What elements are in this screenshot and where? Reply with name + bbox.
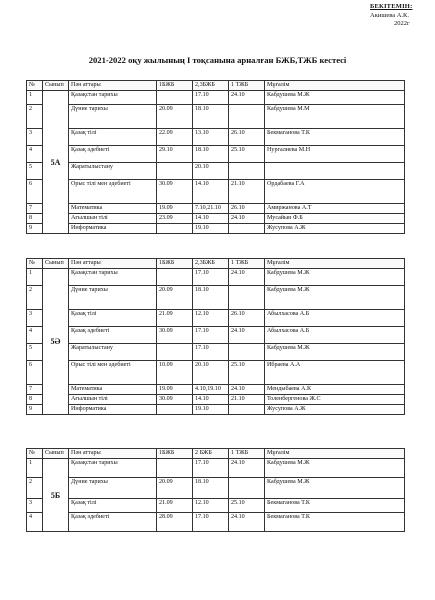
cell-b1 <box>157 459 193 478</box>
cell-t1: 26.10 <box>229 204 265 214</box>
cell-n: 5 <box>27 163 43 180</box>
table-row <box>27 146 405 163</box>
cell-b1: 30.09 <box>157 180 193 204</box>
cell-b1 <box>157 269 193 286</box>
cell-t1: 25.10 <box>229 499 265 513</box>
cell-subject: Математика <box>69 204 157 214</box>
cell-n: 9 <box>27 224 43 234</box>
cell-t1: 21.10 <box>229 395 265 405</box>
cell-subject: Қазақстан тарихы <box>69 269 157 286</box>
cell-n: 5 <box>27 344 43 361</box>
cell-teacher: Нургалиева М.Н <box>265 146 405 163</box>
cell-subject: Қазақ әдебиеті <box>69 513 157 532</box>
cell-t1: 24.10 <box>229 269 265 286</box>
cell-t1 <box>229 344 265 361</box>
cell-b1: 29.10 <box>157 146 193 163</box>
cell-n: 4 <box>27 513 43 532</box>
cell-b23: 17.10 <box>193 327 229 344</box>
cell-b1 <box>157 91 193 105</box>
cell-n: 7 <box>27 204 43 214</box>
cell-b1 <box>157 405 193 415</box>
cell-b1: 19.09 <box>157 204 193 214</box>
cell-teacher: Кабдушева М.М <box>265 105 405 129</box>
class-name-cell: 5Ә <box>43 269 69 415</box>
cell-t1: 21.10 <box>229 180 265 204</box>
cell-teacher: Кабдушева М.Ж <box>265 478 405 499</box>
cell-teacher: Кабдушева М.Ж <box>265 286 405 310</box>
cell-b23: 17.10 <box>193 344 229 361</box>
cell-teacher: Кабдушева М.Ж <box>265 269 405 286</box>
schedule-table-5ae <box>26 258 405 415</box>
column-header: 1БЖБ <box>157 259 193 269</box>
table-row <box>27 214 405 224</box>
table-row <box>27 204 405 214</box>
cell-teacher: Кабдушева М.Ж <box>265 459 405 478</box>
cell-t1 <box>229 163 265 180</box>
cell-teacher: Ордабаева Г.А <box>265 180 405 204</box>
cell-n: 3 <box>27 129 43 146</box>
column-header: Пән аттары <box>69 259 157 269</box>
approval-year: 2022г <box>394 20 410 27</box>
cell-t1: 24.10 <box>229 91 265 105</box>
cell-t1: 24.10 <box>229 513 265 532</box>
cell-b23: 20.10 <box>193 361 229 385</box>
table-row <box>27 224 405 234</box>
cell-b1: 20.09 <box>157 105 193 129</box>
cell-teacher: Бекмаганова Т.К <box>265 513 405 532</box>
cell-t1: 26.10 <box>229 310 265 327</box>
cell-b23: 18.10 <box>193 146 229 163</box>
column-header: 1БЖБ <box>157 81 193 91</box>
cell-subject: Дүние тарихы <box>69 286 157 310</box>
cell-subject: Дүние тарихы <box>69 478 157 499</box>
cell-subject: Қазақстан тарихы <box>69 459 157 478</box>
cell-b23: 14.10 <box>193 214 229 224</box>
table-row <box>27 405 405 415</box>
column-header: 1 ТЖБ <box>229 259 265 269</box>
cell-t1: 24.10 <box>229 327 265 344</box>
cell-b23: 20.10 <box>193 163 229 180</box>
cell-n: 2 <box>27 286 43 310</box>
table-row <box>27 395 405 405</box>
page-title: 2021-2022 оқу жылының I тоқсанына арналған БЖБ,ТЖБ кестесі <box>88 55 347 65</box>
column-header: № <box>27 81 43 91</box>
cell-n: 3 <box>27 499 43 513</box>
cell-b1: 22.09 <box>157 129 193 146</box>
approval-label: БЕКІТЕМІН: <box>370 3 413 10</box>
cell-b23: 14.10 <box>193 395 229 405</box>
cell-subject: Орыс тілі мен әдебиеті <box>69 180 157 204</box>
table-row <box>27 180 405 204</box>
cell-b1: 19.09 <box>157 385 193 395</box>
cell-b23: 14.10 <box>193 180 229 204</box>
cell-teacher: Мендыбаева А.К <box>265 385 405 395</box>
table-row <box>27 327 405 344</box>
cell-teacher: Амиржанова А.Т <box>265 204 405 214</box>
column-header: Мұғалім <box>265 259 405 269</box>
table-row <box>27 269 405 286</box>
cell-b1: 23.09 <box>157 214 193 224</box>
column-header: Пән аттары <box>69 449 157 459</box>
cell-subject: Математика <box>69 385 157 395</box>
cell-n: 4 <box>27 146 43 163</box>
cell-n: 2 <box>27 478 43 499</box>
table-row <box>27 310 405 327</box>
cell-t1: 24.10 <box>229 214 265 224</box>
cell-b23: 18.10 <box>193 105 229 129</box>
column-header: Сынып <box>43 259 69 269</box>
cell-subject: Ағылшын тілі <box>69 395 157 405</box>
cell-subject: Қазақ әдебиеті <box>69 327 157 344</box>
cell-t1 <box>229 286 265 310</box>
cell-b1: 20.09 <box>157 286 193 310</box>
column-header: № <box>27 449 43 459</box>
table-header-row <box>27 81 405 91</box>
schedule-table-5a <box>26 80 405 234</box>
table-row <box>27 478 405 499</box>
cell-teacher: Абылхасова А.Б <box>265 327 405 344</box>
cell-subject: Қазақ тілі <box>69 129 157 146</box>
cell-n: 1 <box>27 269 43 286</box>
cell-b23: 17.10 <box>193 91 229 105</box>
cell-teacher: Мусайын Ф.Б <box>265 214 405 224</box>
column-header: 2,3БЖБ <box>193 259 229 269</box>
cell-teacher: Абылхасова А.Б <box>265 310 405 327</box>
cell-t1: 25.10 <box>229 361 265 385</box>
cell-b1: 21.09 <box>157 310 193 327</box>
cell-n: 1 <box>27 459 43 478</box>
cell-subject: Қазақ тілі <box>69 499 157 513</box>
cell-n: 4 <box>27 327 43 344</box>
approval-block <box>370 3 432 29</box>
cell-subject: Қазақ әдебиеті <box>69 146 157 163</box>
cell-n: 1 <box>27 91 43 105</box>
table-row <box>27 163 405 180</box>
cell-b1: 28.09 <box>157 513 193 532</box>
table-row <box>27 286 405 310</box>
column-header: 1 ТЖБ <box>229 449 265 459</box>
cell-subject: Қазақ тілі <box>69 310 157 327</box>
cell-teacher <box>265 163 405 180</box>
column-header: 2 БЖБ <box>193 449 229 459</box>
cell-b23: 17.10 <box>193 269 229 286</box>
cell-b23: 17.10 <box>193 459 229 478</box>
cell-teacher: Толенбергенова Ж.С <box>265 395 405 405</box>
cell-subject: Қазақстан тарихы <box>69 91 157 105</box>
cell-t1: 24.10 <box>229 459 265 478</box>
cell-b23: 18.10 <box>193 286 229 310</box>
cell-b23: 4.10,19.10 <box>193 385 229 395</box>
cell-t1: 24.10 <box>229 385 265 395</box>
cell-b1: 21.09 <box>157 499 193 513</box>
table-row <box>27 459 405 478</box>
cell-n: 8 <box>27 214 43 224</box>
cell-n: 8 <box>27 395 43 405</box>
cell-b23: 12.10 <box>193 310 229 327</box>
table-header-row <box>27 449 405 459</box>
column-header: Сынып <box>43 449 69 459</box>
column-header: 1БЖБ <box>157 449 193 459</box>
cell-teacher: Кабдушева М.Ж <box>265 344 405 361</box>
cell-n: 3 <box>27 310 43 327</box>
cell-b23: 18.10 <box>193 478 229 499</box>
cell-b23: 19.10 <box>193 224 229 234</box>
cell-b1 <box>157 224 193 234</box>
column-header: № <box>27 259 43 269</box>
class-name-cell: 5А <box>43 91 69 234</box>
table-row <box>27 105 405 129</box>
cell-n: 6 <box>27 361 43 385</box>
cell-t1 <box>229 105 265 129</box>
approval-name: Акишева А.К. <box>370 11 409 19</box>
table-row <box>27 385 405 395</box>
cell-b23: 19.10 <box>193 405 229 415</box>
column-header: Сынып <box>43 81 69 91</box>
table-row <box>27 91 405 105</box>
cell-teacher: Жусупова А.Ж <box>265 224 405 234</box>
table-row <box>27 513 405 532</box>
cell-b1 <box>157 163 193 180</box>
column-header: 1 ТЖБ <box>229 81 265 91</box>
cell-subject: Информатика <box>69 224 157 234</box>
cell-b1: 30.09 <box>157 327 193 344</box>
cell-t1 <box>229 224 265 234</box>
cell-b1: 10.09 <box>157 361 193 385</box>
cell-teacher: Бекмаганова Т.К <box>265 499 405 513</box>
cell-subject: Дүние тарихы <box>69 105 157 129</box>
schedule-table-5b <box>26 448 405 532</box>
column-header: Мұғалім <box>265 449 405 459</box>
table-header-row <box>27 259 405 269</box>
cell-subject: Орыс тілі мен әдебиеті <box>69 361 157 385</box>
column-header: Пән аттары <box>69 81 157 91</box>
cell-subject: Информатика <box>69 405 157 415</box>
column-header: 2,3БЖБ <box>193 81 229 91</box>
cell-t1: 26.10 <box>229 129 265 146</box>
table-row <box>27 361 405 385</box>
cell-n: 9 <box>27 405 43 415</box>
cell-subject: Ағылшын тілі <box>69 214 157 224</box>
cell-teacher: Жусупова А.Ж <box>265 405 405 415</box>
cell-b23: 7.10,21.10 <box>193 204 229 214</box>
cell-t1: 25.10 <box>229 146 265 163</box>
table-row <box>27 344 405 361</box>
cell-b1: 30.09 <box>157 395 193 405</box>
column-header: Мұғалім <box>265 81 405 91</box>
cell-n: 7 <box>27 385 43 395</box>
cell-teacher: Кабдушева М.Ж <box>265 91 405 105</box>
cell-b1 <box>157 344 193 361</box>
cell-subject: Жаратылыстану <box>69 163 157 180</box>
class-name-cell: 5Б <box>43 459 69 532</box>
table-row <box>27 129 405 146</box>
cell-b23: 17.10 <box>193 513 229 532</box>
cell-n: 2 <box>27 105 43 129</box>
cell-teacher: Ибраева А.А <box>265 361 405 385</box>
cell-t1 <box>229 405 265 415</box>
cell-b23: 13.10 <box>193 129 229 146</box>
cell-teacher: Бекмаганова Т.К <box>265 129 405 146</box>
cell-t1 <box>229 478 265 499</box>
table-row <box>27 499 405 513</box>
cell-b23: 12.10 <box>193 499 229 513</box>
cell-subject: Жаратылыстану <box>69 344 157 361</box>
cell-n: 6 <box>27 180 43 204</box>
cell-b1: 20.09 <box>157 478 193 499</box>
